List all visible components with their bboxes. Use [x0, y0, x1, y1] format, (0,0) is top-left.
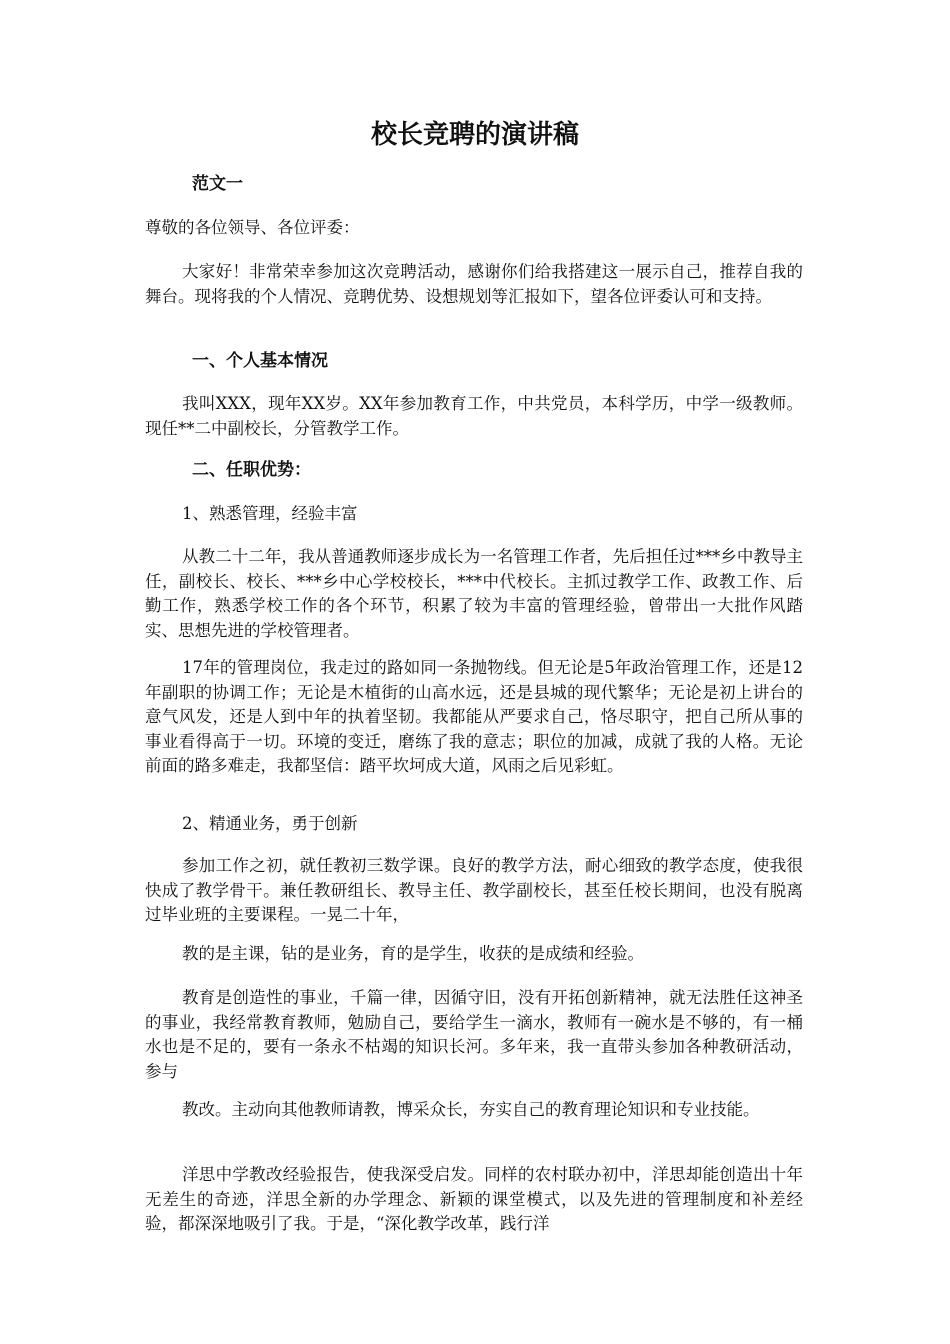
salutation: 尊敬的各位领导、各位评委： [145, 218, 360, 237]
section-heading-advantages: 二、任职优势： [192, 460, 311, 480]
sample-label: 范文一 [192, 174, 243, 194]
management-paragraph-1: 从教二十二年，我从普通教师逐步成长为一名管理工作者，先后担任过***乡中教导主任，副校长、校长、***乡中心学校校长，***中代校长。主抓过教学工作、政教工作、后勤工作，熟悉学校工作的各个环节，积累了较为丰富的管理经验，曾带出一大批作风踏实、思想先进的学校管理者。 [145, 547, 803, 640]
document-title: 校长竞聘的演讲稿 [370, 120, 579, 150]
expertise-paragraph-5: 洋思中学教改经验报告，使我深受启发。同样的农村联办初中，洋思却能创造出十年无差生的奇迹，洋思全新的办学理念、新颖的课堂模式，以及先进的管理制度和补差经验，都深深地吸引了我。于是，“深化教学改革，践行洋 [145, 1165, 803, 1233]
personal-info-paragraph: 我叫XXX，现年XX岁。XX年参加教育工作，中共党员，本科学历，中学一级教师。现任**二中副校长，分管教学工作。 [145, 394, 803, 438]
expertise-paragraph-2: 教的是主课，钻的是业务，育的是学生，收获的是成绩和经验。 [182, 944, 644, 963]
subheading-management: 1、熟悉管理，经验丰富 [182, 504, 358, 523]
expertise-paragraph-4: 教改。主动向其他教师请教，博采众长，夯实自己的教育理论知识和专业技能。 [182, 1100, 760, 1119]
expertise-paragraph-3: 教育是创造性的事业，千篇一律，因循守旧，没有开拓创新精神，就无法胜任这神圣的事业，我经常教育教师，勉励自己，要给学生一滴水，教师有一碗水是不够的，有一桶水也是不足的，要有一条永不枯竭的知识长河。多年来，我一直带头参加各种教研活动，参与 [145, 988, 803, 1081]
intro-paragraph: 大家好！非常荣幸参加这次竞聘活动，感谢你们给我搭建这一展示自己，推荐自我的舞台。现将我的个人情况、竞聘优势、设想规划等汇报如下，望各位评委认可和支持。 [145, 262, 803, 306]
section-heading-personal-info: 一、个人基本情况 [192, 351, 328, 371]
expertise-paragraph-1: 参加工作之初，就任教初三数学课。良好的教学方法，耐心细致的教学态度，使我很快成了教学骨干。兼任教研组长、教导主任、教学副校长，甚至任校长期间，也没有脱离过毕业班的主要课程。一晃二十年， [145, 856, 803, 924]
management-paragraph-2: 17年的管理岗位，我走过的路如同一条抛物线。但无论是5年政治管理工作，还是12年副职的协调工作；无论是木植街的山高水远，还是县城的现代繁华；无论是初上讲台的意气风发，还是人到中年的执着坚韧。我都能从严要求自己，恪尽职守，把自己所从事的事业看得高于一切。环境的变迁，磨练了我的意志；职位的加减，成就了我的人格。无论前面的路多难走，我都坚信：踏平坎坷成大道，风雨之后见彩虹。 [145, 658, 803, 775]
subheading-expertise: 2、精通业务，勇于创新 [182, 814, 358, 833]
